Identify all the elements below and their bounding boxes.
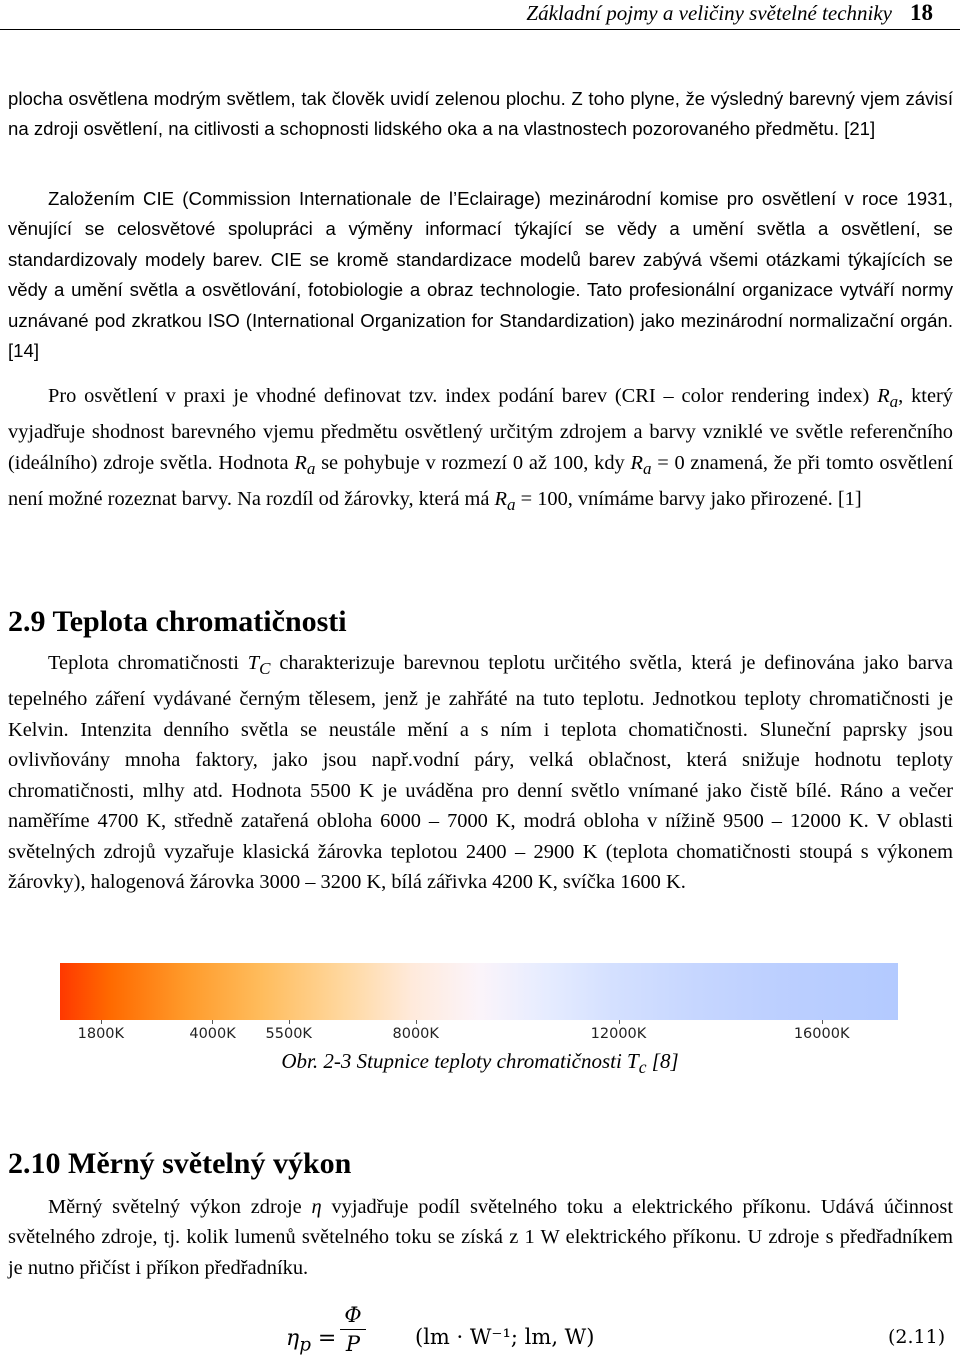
equation-numerator: Φ	[344, 1303, 362, 1327]
equation-2-11	[0, 1302, 960, 1362]
scale-tick-label: 1800K	[77, 1026, 125, 1042]
scale-tick-mark	[822, 1020, 823, 1024]
scale-tick-label: 12000K	[590, 1026, 647, 1042]
tc-subscript: C	[259, 659, 271, 679]
efficacy-text-2: vyjadřuje podíl světelného toku a elektrického příkonu. Udává účinnost světelného zdroje, tj. kolik lumenů světelného toku se získá z 1 W elektrického příkonu. U zdroje s předřadníkem je nutno přičíst i příkon předřadníku.	[8, 1196, 953, 1279]
scale-tick-mark	[212, 1020, 213, 1024]
caption-text: Obr. 2-3 Stupnice teploty chromatičnosti	[281, 1049, 628, 1073]
equation-eta: η	[286, 1326, 300, 1351]
scale-tick-mark	[416, 1020, 417, 1024]
scale-tick-mark	[101, 1020, 102, 1024]
ra-symbol: R	[630, 451, 643, 474]
caption-symbol: T	[627, 1049, 639, 1073]
equation-number: (2.11)	[888, 1326, 946, 1348]
figure-caption	[0, 1046, 960, 1082]
fraction-bar	[340, 1329, 366, 1330]
equation-units: (lm · W⁻¹; lm, W)	[415, 1325, 595, 1349]
cri-text-2: , který vyjadřuje shodnost barevného vjemu předmětu osvětlený určitým zdrojem a barvy vzniklé ve světle referenčního (ideálního) zdroje světla. Hodnota	[8, 385, 953, 474]
ct-text-2: charakterizuje barevnou teplotu určitého světla, která je definována jako barva tepelného záření vydávané černým tělesem, jenž je zahřáté na tuto teplotu. Jednotkou teploty chromatičnosti je Kelvin. Intenzita denního světla se neustále mění a s ním i teplota chomatičnosti. Sluneční paprsky jsou ovlivňovány mnoha faktory, jako jsou např.vodní páry, velká oblačnost, která snižuje hodnotu teploty chromatičnosti, mlhy atd. Hodnota 5500 K je uváděna pro denní světlo vnímané jako čistě bílé. Ráno a večer naměříme 4700 K, středně zatařená obloha 6000 – 7000 K, modrá obloha v nížině 9500 – 12000 K. V oblasti světelných zdrojů vyzařuje klasická žárovka teplotou 2400 – 2900 K (teplota chomatičnosti stoupá s výkonem žárovky), halogenová žárovka 3000 – 3200 K, bílá zářivka 4200 K, svíčka 1600 K.	[8, 652, 953, 893]
header-rule	[0, 29, 960, 30]
color-temperature-gradient	[60, 963, 898, 1021]
ra-subscript: a	[889, 392, 899, 412]
ra-symbol: R	[494, 488, 507, 511]
scale-tick-label: 5500K	[265, 1026, 312, 1042]
scale-tick-mark	[289, 1020, 290, 1024]
caption-subscript: c	[638, 1057, 647, 1078]
paragraph-cri	[8, 381, 953, 521]
cri-text-1: Pro osvětlení v praxi je vhodné definovat tzv. index podání barev (CRI – color rendering index)	[48, 385, 878, 407]
scale-tick-mark	[619, 1020, 620, 1024]
paragraph-luminous-efficacy	[8, 1192, 953, 1283]
page-number: 18	[910, 0, 933, 25]
equation-eta-subscript: p	[299, 1334, 311, 1356]
cri-text-4: = 0 znamená, že při tomto osvětlení není možné rozeznat barvy. Na rozdíl od žárovky, která má	[8, 451, 953, 511]
scale-tick-label: 16000K	[793, 1026, 850, 1042]
ra-subscript: a	[507, 495, 516, 515]
eta-symbol: η	[311, 1196, 322, 1218]
equation-denominator: P	[345, 1332, 361, 1356]
paragraph-color-perception: plocha osvětlena modrým světlem, tak člověk uvidí zelenou plochu. Z toho plyne, že výsledný barevný vjem závisí na zdroji osvětlení, na citlivosti a schopnosti lidského oka a na vlastnostech pozorovaného předmětu. [21]	[8, 88, 953, 140]
paragraph-cie: Založením CIE (Commission Internationale de l’Eclairage) mezinárodní komise pro osvětlení v roce 1931, věnující se celosvětové spolupráci a výměny informací týkající se vědy a umění světla a osvětlení, se standardizovaly modely barev. CIE se kromě standardizace modelů barev zabývá všemi otázkami týkajících se vědy a umění světla a osvětlování, fotobiologie a obraz technologie. Tato profesionální organizace vytváří normy uznávané pod zkratkou ISO (International Organization for Standardization) jako mezinárodní normalizační orgán. [14]	[8, 188, 953, 362]
color-temperature-scale-labels	[60, 1020, 898, 1048]
caption-reference: [8]	[646, 1049, 679, 1073]
ra-subscript: a	[306, 458, 316, 478]
scale-tick-label: 4000K	[189, 1026, 236, 1042]
equation-equals: =	[317, 1326, 337, 1351]
efficacy-text-1: Měrný světelný výkon zdroje	[48, 1196, 312, 1218]
section-heading-2-10: 2.10 Měrný světelný výkon	[8, 1147, 352, 1180]
paragraph-color-temperature	[8, 648, 953, 897]
equation-fraction	[340, 1302, 366, 1357]
ra-symbol: R	[877, 385, 890, 407]
ct-text-1: Teplota chromatičnosti	[48, 652, 248, 674]
cri-text-5: = 100, vnímáme barvy jako přirozené. [1]	[515, 488, 862, 511]
scale-tick-label: 8000K	[392, 1026, 439, 1042]
running-header-title: Základní pojmy a veličiny světelné techniky	[526, 1, 892, 25]
ra-subscript: a	[642, 458, 652, 478]
ra-symbol: R	[294, 451, 307, 474]
section-heading-2-9: 2.9 Teplota chromatičnosti	[8, 605, 347, 638]
tc-symbol: T	[247, 652, 260, 674]
cri-text-3: se pohybuje v rozmezí 0 až 100, kdy	[315, 451, 631, 474]
equation-lhs	[286, 1326, 336, 1355]
